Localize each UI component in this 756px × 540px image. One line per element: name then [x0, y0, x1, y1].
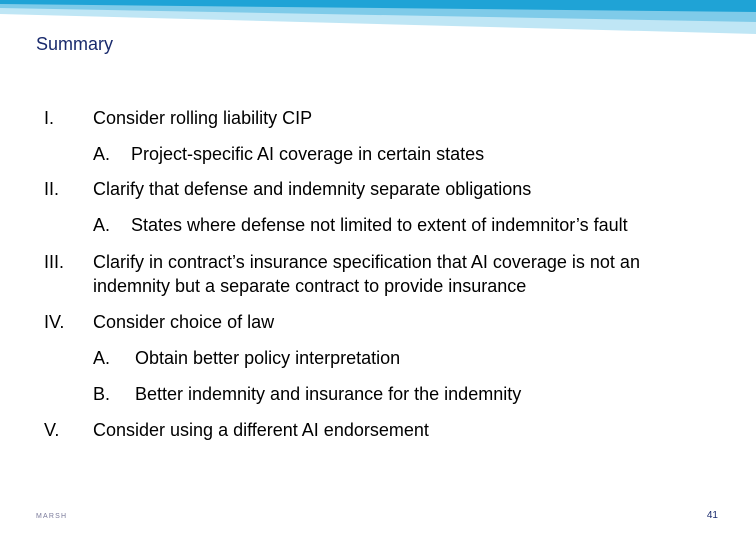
item-marker: B.	[93, 384, 111, 404]
item-text-line-1: Clarify in contract’s insurance specification that AI coverage is not an	[93, 252, 640, 272]
list-item	[0, 142, 756, 166]
item-text: Project-specific AI coverage in certain states	[131, 144, 485, 164]
item-marker: A.	[93, 348, 111, 368]
item-marker: IV.	[44, 312, 65, 332]
list-item	[0, 310, 756, 334]
item-text: Clarify that defense and indemnity separate obligations	[93, 179, 532, 199]
slide-title: Summary	[36, 34, 114, 54]
item-marker: A.	[93, 215, 111, 235]
list-item	[0, 250, 756, 298]
item-text-line-2: indemnity but a separate contract to provide insurance	[93, 276, 527, 296]
item-text: Consider rolling liability CIP	[93, 108, 313, 128]
item-marker: A.	[93, 144, 111, 164]
item-text: Consider choice of law	[93, 312, 275, 332]
company-logo: MARSH	[36, 513, 68, 520]
header-band	[0, 0, 756, 36]
item-marker: II.	[44, 179, 60, 199]
list-item	[0, 346, 756, 370]
item-text: Consider using a different AI endorsement	[93, 420, 429, 440]
list-item	[0, 177, 756, 201]
list-item	[0, 106, 756, 130]
page-number: 41	[706, 510, 718, 521]
list-item	[0, 382, 756, 406]
list-item	[0, 418, 756, 442]
item-marker: I.	[44, 108, 55, 128]
item-text: States where defense not limited to extent of indemnitor’s fault	[131, 215, 628, 235]
item-text: Better indemnity and insurance for the indemnity	[135, 384, 522, 404]
list-item	[0, 213, 756, 237]
item-marker: V.	[44, 420, 60, 440]
item-marker: III.	[44, 252, 65, 272]
item-text: Obtain better policy interpretation	[135, 348, 401, 368]
